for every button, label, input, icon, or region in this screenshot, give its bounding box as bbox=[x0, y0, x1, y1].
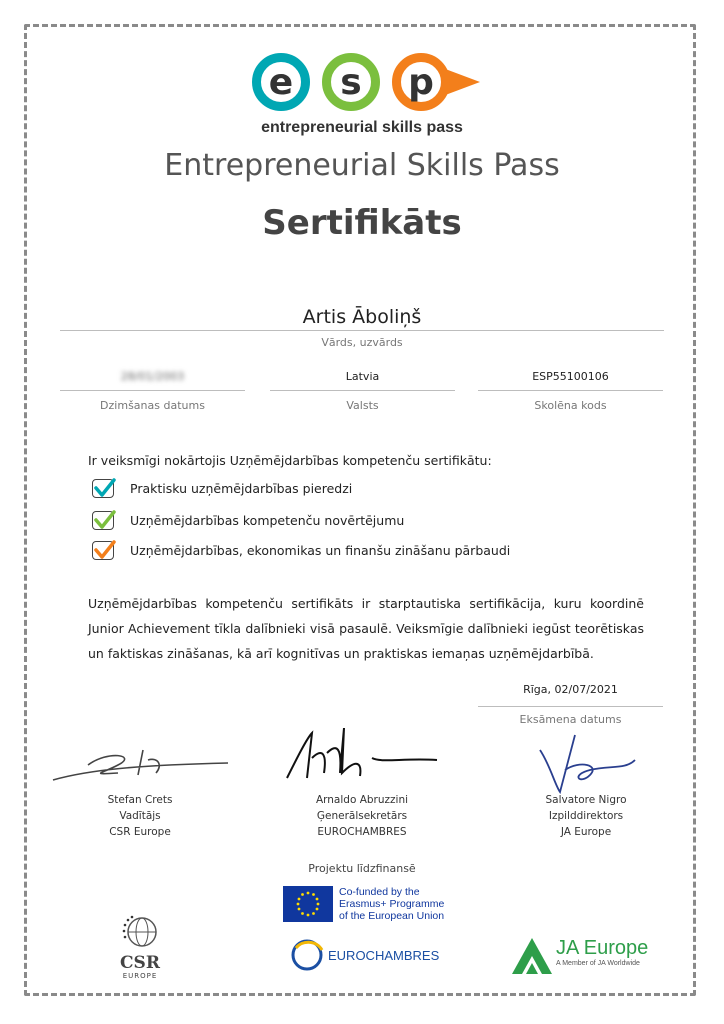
check-icon bbox=[92, 511, 114, 530]
signatory-3 bbox=[506, 792, 666, 840]
holder-name: Artis Āboliņš bbox=[302, 306, 422, 328]
eurochambres-emblem-icon bbox=[290, 938, 326, 972]
signatory-role: Ģenerālsekretārs bbox=[316, 810, 408, 822]
signatory-1 bbox=[60, 792, 220, 840]
signatory-role: Vadītājs bbox=[119, 810, 161, 822]
ja-europe-text: JA Europe bbox=[556, 937, 649, 959]
eu-flag-icon bbox=[283, 886, 333, 922]
ja-europe-subtext: A Member of JA Worldwide bbox=[556, 960, 640, 967]
exam-date-line bbox=[478, 706, 663, 707]
signatory-org: EUROCHAMBRES bbox=[317, 826, 407, 838]
achievement-text: Praktisku uzņēmējdarbības pieredzi bbox=[130, 481, 353, 496]
exam-place-date: Rīga, 02/07/2021 bbox=[523, 683, 618, 696]
ja-mountain-icon bbox=[512, 936, 552, 974]
signatory-name: Salvatore Nigro bbox=[545, 794, 627, 806]
birth-date-label: Dzimšanas datums bbox=[100, 399, 205, 412]
eurochambres-text: EUROCHAMBRES bbox=[328, 947, 440, 963]
signatory-role: Izpilddirektors bbox=[548, 810, 624, 822]
achievement-text: Uzņēmējdarbības, ekonomikas un finanšu zināšanu pārbaudi bbox=[130, 543, 511, 558]
csr-text: CSR bbox=[120, 953, 160, 973]
certificate-title: Entrepreneurial Skills Pass bbox=[164, 148, 560, 183]
logo-letter-e: e bbox=[252, 53, 310, 111]
certificate-subtitle: Sertifikāts bbox=[262, 203, 462, 243]
logo-letter-s: s bbox=[322, 53, 380, 111]
eurochambres-logo bbox=[290, 938, 439, 972]
signatory-org: JA Europe bbox=[560, 826, 612, 838]
student-code-line bbox=[478, 390, 663, 391]
signature-stefan-crets bbox=[48, 745, 238, 790]
csr-europe-logo bbox=[112, 914, 168, 980]
student-code-value: ESP55100106 bbox=[532, 370, 609, 383]
country-value: Latvia bbox=[345, 370, 380, 383]
name-line bbox=[60, 330, 664, 331]
erasmus-text bbox=[339, 886, 444, 922]
erasmus-line: Erasmus+ Programme bbox=[339, 898, 445, 910]
country-label: Valsts bbox=[346, 399, 379, 412]
logo-tagline: entrepreneurial skills pass bbox=[261, 119, 463, 136]
name-label: Vārds, uzvārds bbox=[321, 336, 403, 349]
check-icon bbox=[92, 479, 114, 498]
exam-date-label: Eksāmena datums bbox=[519, 713, 622, 726]
achievement-item bbox=[92, 541, 510, 560]
check-icon bbox=[92, 541, 114, 560]
achievement-item bbox=[92, 511, 404, 530]
signatory-org: CSR Europe bbox=[109, 826, 171, 838]
logo-letter-p: p bbox=[392, 53, 450, 111]
globe-icon bbox=[120, 914, 160, 950]
achievement-intro: Ir veiksmīgi nokārtojis Uzņēmējdarbības kompetenču sertifikātu: bbox=[88, 453, 492, 468]
csr-subtext: EUROPE bbox=[122, 972, 158, 980]
student-code-label: Skolēna kods bbox=[534, 399, 607, 412]
funding-label: Projektu līdzfinansē bbox=[308, 862, 416, 875]
country-line bbox=[270, 390, 455, 391]
achievement-text: Uzņēmējdarbības kompetenču novērtējumu bbox=[130, 513, 405, 528]
achievement-item bbox=[92, 479, 352, 498]
signature-arnaldo-abruzzini bbox=[282, 728, 442, 788]
erasmus-line: Co-funded by the bbox=[339, 886, 420, 898]
birth-date-line bbox=[60, 390, 245, 391]
signatory-name: Stefan Crets bbox=[107, 794, 173, 806]
erasmus-line: of the European Union bbox=[339, 910, 445, 922]
signatory-2 bbox=[282, 792, 442, 840]
birth-date-value: 28/01/2003 bbox=[120, 370, 185, 383]
signatory-name: Arnaldo Abruzzini bbox=[315, 794, 409, 806]
certificate-description: Uzņēmējdarbības kompetenču sertifikāts ir starptautiska sertifikācija, kuru koordinē Junior Achievement tīkla dalībnieki visā pasaulē. Veiksmīgie dalībnieki iegūst teorētiskas un faktiskas zināšanas, kā arī kognitīvas un praktiskas iemaņas uzņēmējdarbībā. bbox=[88, 596, 644, 661]
signature-salvatore-nigro bbox=[530, 730, 640, 800]
ja-europe-logo bbox=[512, 936, 648, 974]
